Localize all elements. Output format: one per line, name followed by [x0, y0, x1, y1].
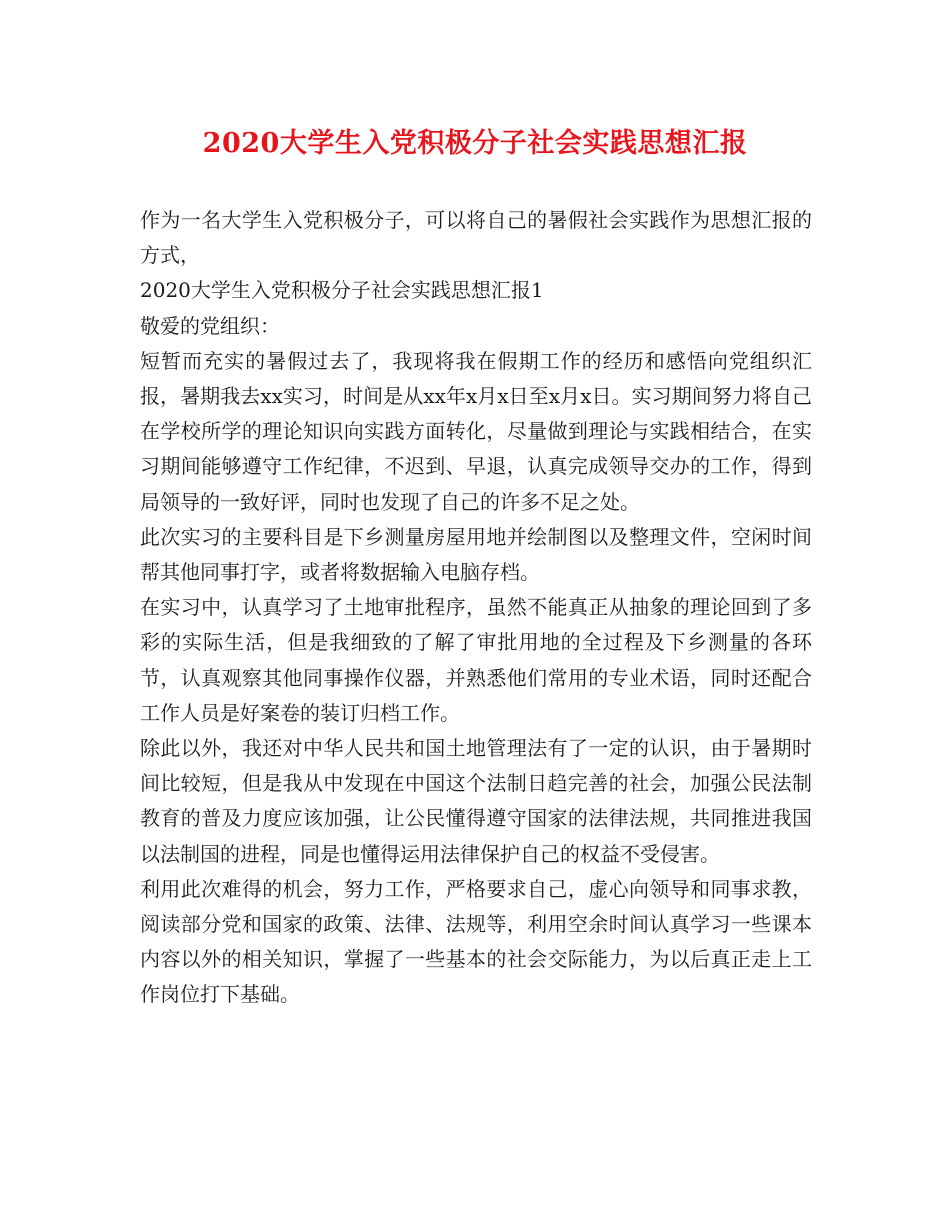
paragraph-intro: 作为一名大学生入党积极分子，可以将自己的暑假社会实践作为思想汇报的方式，	[140, 208, 812, 268]
paragraph-conclusion: 利用此次难得的机会，努力工作，严格要求自己，虚心向领导和同事求教，阅读部分党和国家的政策、法律、法规等，利用空余时间认真学习一些课本内容以外的相关知识，掌握了一些基本的社会交际能力，为以后真正走上工作岗位打下基础。	[140, 876, 812, 1007]
document-title: 2020大学生入党积极分子社会实践思想汇报	[202, 128, 748, 159]
paragraph-subtitle: 2020大学生入党积极分子社会实践思想汇报1	[140, 278, 544, 303]
paragraph-learning: 在实习中，认真学习了土地审批程序，虽然不能真正从抽象的理论回到了多彩的实际生活，但是我细致的了解了审批用地的全过程及下乡测量的各环节，认真观察其他同事操作仪器，并熟悉他们常用的专业术语，同时还配合工作人员是好案卷的装订归档工作。	[140, 595, 812, 725]
document-body	[140, 203, 812, 1013]
paragraph-internship-tasks: 此次实习的主要科目是下乡测量房屋用地并绘制图以及整理文件，空闲时间帮其他同事打字，或者将数据输入电脑存档。	[140, 524, 812, 585]
paragraph-internship-summary: 短暂而充实的暑假过去了，我现将我在假期工作的经历和感悟向党组织汇报，暑期我去xx实习，时间是从xx年x月x日至x月x日。实习期间努力将自己在学校所学的理论知识向实践方面转化，尽量做到理论与实践相结合，在实习期间能够遵守工作纪律，不迟到、早退，认真完成领导交办的工作，得到局领导的一致好评，同时也发现了自己的许多不足之处。	[140, 348, 812, 514]
paragraph-law-awareness: 除此以外，我还对中华人民共和国土地管理法有了一定的认识，由于暑期时间比较短，但是我从中发现在中国这个法制日趋完善的社会，加强公民法制教育的普及力度应该加强，让公民懂得遵守国家的法律法规，共同推进我国以法制国的进程，同是也懂得运用法律保护自己的权益不受侵害。	[140, 736, 812, 866]
paragraph-salutation: 敬爱的党组织：	[140, 313, 280, 338]
